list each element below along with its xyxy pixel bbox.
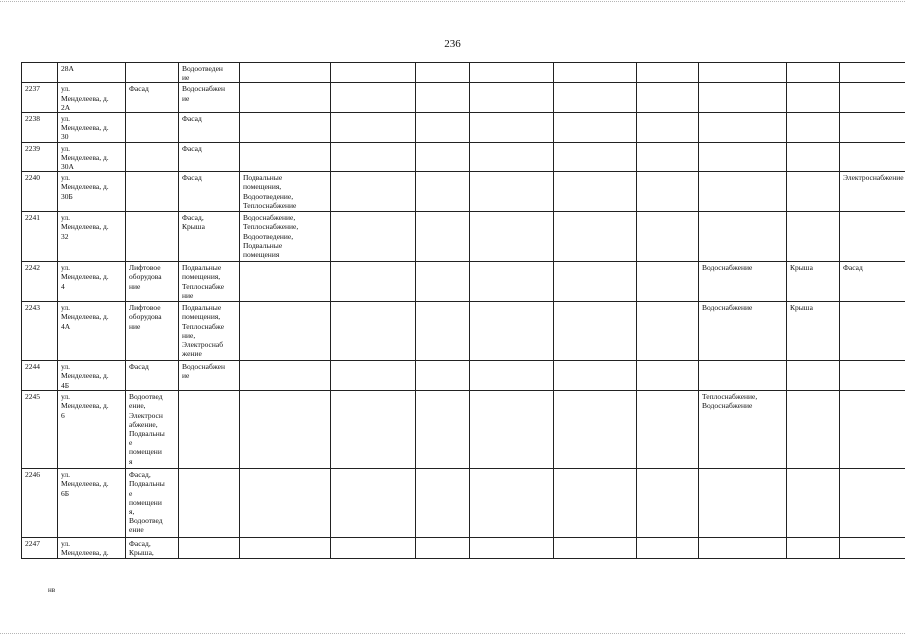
cell-work-col-12: [840, 63, 905, 83]
cell-address: [58, 142, 126, 172]
cell-row-number: [22, 262, 58, 302]
work-col-10-text: Водоснабжение: [702, 303, 753, 313]
cell-work-col-6: [416, 212, 470, 262]
work-col-12-text: Фасад: [843, 263, 863, 273]
cell-work-col-5: [331, 262, 416, 302]
work-col-10-text: Водоснабжение: [702, 263, 753, 273]
cell-address: [58, 113, 126, 143]
row-number-text: 2238: [25, 114, 40, 124]
cell-work-col-11: [787, 83, 840, 113]
cell-work-col-9: [637, 142, 699, 172]
repair-schedule-table: [21, 62, 905, 559]
table-row: [22, 391, 905, 469]
cell-row-number: [22, 538, 58, 558]
cell-work-col-12: [840, 83, 905, 113]
cell-work-col-5: [331, 212, 416, 262]
cell-work-col-6: [416, 302, 470, 361]
cell-work-col-7: [470, 142, 554, 172]
cell-work-col-9: [637, 469, 699, 538]
cell-work-col-3: [179, 391, 240, 469]
cell-work-col-12: [840, 361, 905, 391]
cell-work-col-4: [240, 538, 331, 558]
cell-work-col-6: [416, 361, 470, 391]
cell-row-number: [22, 361, 58, 391]
work-col-2-text: Фасад, Крыша,: [129, 539, 154, 558]
cell-work-col-10: [699, 142, 787, 172]
cell-work-col-8: [554, 469, 637, 538]
cell-work-col-4: [240, 142, 331, 172]
work-col-3-text: Фасад, Крыша: [182, 213, 205, 232]
cell-work-col-12: [840, 302, 905, 361]
cell-work-col-3: [179, 113, 240, 143]
work-col-4-text: Подвальные помещения, Водоотведение, Теплоснабжение: [243, 173, 297, 210]
work-col-2-text: Фасад: [129, 84, 149, 94]
address-text: ул. Менделеева, д. 4Б: [61, 362, 109, 390]
cell-work-col-10: [699, 212, 787, 262]
table-row: [22, 142, 905, 172]
cell-work-col-8: [554, 142, 637, 172]
cell-work-col-4: [240, 469, 331, 538]
cell-work-col-6: [416, 83, 470, 113]
cell-work-col-3: [179, 262, 240, 302]
cell-work-col-11: [787, 469, 840, 538]
row-number-text: 2246: [25, 470, 40, 480]
cell-work-col-6: [416, 172, 470, 212]
work-col-12-text: Электроснабжение: [843, 173, 904, 183]
cell-work-col-2: [126, 212, 179, 262]
cell-work-col-8: [554, 63, 637, 83]
cell-work-col-10: [699, 63, 787, 83]
cell-work-col-4: [240, 83, 331, 113]
cell-work-col-5: [331, 142, 416, 172]
cell-work-col-3: [179, 63, 240, 83]
cell-work-col-3: [179, 361, 240, 391]
cell-work-col-9: [637, 212, 699, 262]
cell-work-col-8: [554, 83, 637, 113]
cell-work-col-4: [240, 172, 331, 212]
cell-address: [58, 538, 126, 558]
row-number-text: 2245: [25, 392, 40, 402]
cell-work-col-3: [179, 538, 240, 558]
row-number-text: 2241: [25, 213, 40, 223]
row-number-text: 2244: [25, 362, 40, 372]
bottom-note: нв: [48, 586, 56, 594]
cell-work-col-9: [637, 302, 699, 361]
address-text: ул. Менделеева, д. 2А: [61, 84, 109, 112]
cell-address: [58, 469, 126, 538]
cell-work-col-8: [554, 262, 637, 302]
table-row: [22, 172, 905, 212]
cell-work-col-6: [416, 113, 470, 143]
work-col-11-text: Крыша: [790, 263, 813, 273]
cell-work-col-8: [554, 212, 637, 262]
cell-work-col-10: [699, 469, 787, 538]
scan-edge-bottom: [0, 633, 905, 634]
cell-work-col-9: [637, 538, 699, 558]
address-text: ул. Менделеева, д. 4А: [61, 303, 109, 331]
cell-work-col-7: [470, 538, 554, 558]
cell-row-number: [22, 469, 58, 538]
cell-work-col-7: [470, 391, 554, 469]
cell-work-col-11: [787, 538, 840, 558]
cell-work-col-7: [470, 262, 554, 302]
table-row: [22, 361, 905, 391]
address-text: ул. Менделеева, д. 32: [61, 213, 109, 241]
cell-work-col-12: [840, 262, 905, 302]
cell-work-col-11: [787, 361, 840, 391]
cell-work-col-9: [637, 83, 699, 113]
cell-work-col-5: [331, 469, 416, 538]
cell-work-col-8: [554, 113, 637, 143]
cell-work-col-12: [840, 172, 905, 212]
cell-work-col-8: [554, 538, 637, 558]
work-col-10-text: Теплоснабжение, Водоснабжение: [702, 392, 758, 411]
cell-address: [58, 302, 126, 361]
cell-work-col-5: [331, 391, 416, 469]
work-col-2-text: Лифтовое оборудова ние: [129, 263, 162, 291]
cell-work-col-2: [126, 391, 179, 469]
cell-work-col-5: [331, 361, 416, 391]
cell-work-col-6: [416, 538, 470, 558]
work-col-3-text: Фасад: [182, 143, 202, 153]
cell-address: [58, 391, 126, 469]
cell-work-col-2: [126, 538, 179, 558]
cell-address: [58, 63, 126, 83]
table-row: [22, 63, 905, 83]
row-number-text: 2243: [25, 303, 40, 313]
work-col-2-text: Фасад: [129, 362, 149, 372]
address-text: 28А: [61, 64, 74, 73]
table-row: [22, 302, 905, 361]
cell-work-col-8: [554, 302, 637, 361]
cell-work-col-3: [179, 469, 240, 538]
cell-work-col-5: [331, 172, 416, 212]
cell-work-col-3: [179, 83, 240, 113]
cell-work-col-9: [637, 172, 699, 212]
work-col-2-text: Лифтовое оборудова ние: [129, 303, 162, 331]
cell-work-col-5: [331, 63, 416, 83]
cell-work-col-2: [126, 142, 179, 172]
address-text: ул. Менделеева, д. 6: [61, 392, 109, 420]
cell-work-col-3: [179, 172, 240, 212]
cell-work-col-7: [470, 361, 554, 391]
cell-work-col-11: [787, 212, 840, 262]
cell-address: [58, 361, 126, 391]
cell-work-col-11: [787, 391, 840, 469]
work-col-3-text: Подвальные помещения, Теплоснабже ние: [182, 263, 225, 300]
cell-work-col-11: [787, 172, 840, 212]
cell-work-col-7: [470, 63, 554, 83]
cell-work-col-12: [840, 391, 905, 469]
row-number-text: 2247: [25, 539, 40, 549]
cell-work-col-11: [787, 142, 840, 172]
cell-work-col-6: [416, 262, 470, 302]
cell-row-number: [22, 63, 58, 83]
cell-work-col-9: [637, 63, 699, 83]
cell-work-col-11: [787, 63, 840, 83]
work-col-3-text: Фасад: [182, 114, 202, 124]
work-col-2-text: Фасад, Подвальны е помещени я, Водоотвед ение: [129, 470, 165, 535]
table-row: [22, 538, 905, 558]
page-number: 236: [444, 38, 461, 50]
cell-work-col-12: [840, 538, 905, 558]
work-col-3-text: Водоотведен ие: [182, 64, 223, 83]
cell-work-col-6: [416, 391, 470, 469]
work-col-3-text: Водоснабжен ие: [182, 84, 226, 103]
cell-row-number: [22, 391, 58, 469]
table-row: [22, 262, 905, 302]
cell-work-col-9: [637, 113, 699, 143]
cell-work-col-2: [126, 361, 179, 391]
cell-work-col-9: [637, 361, 699, 391]
cell-work-col-11: [787, 302, 840, 361]
cell-work-col-11: [787, 113, 840, 143]
cell-row-number: [22, 142, 58, 172]
cell-row-number: [22, 113, 58, 143]
cell-work-col-7: [470, 113, 554, 143]
cell-row-number: [22, 172, 58, 212]
cell-address: [58, 172, 126, 212]
cell-work-col-12: [840, 142, 905, 172]
cell-work-col-12: [840, 212, 905, 262]
cell-work-col-11: [787, 262, 840, 302]
cell-work-col-5: [331, 538, 416, 558]
table-row: [22, 83, 905, 113]
cell-work-col-8: [554, 391, 637, 469]
cell-work-col-12: [840, 469, 905, 538]
work-col-3-text: Водоснабжен ие: [182, 362, 226, 381]
address-text: ул. Менделеева, д. 6Б: [61, 470, 109, 498]
cell-address: [58, 83, 126, 113]
cell-work-col-7: [470, 172, 554, 212]
row-number-text: 2239: [25, 143, 40, 153]
address-text: ул. Менделеева, д.: [61, 539, 109, 558]
cell-work-col-2: [126, 113, 179, 143]
cell-work-col-9: [637, 391, 699, 469]
cell-work-col-6: [416, 142, 470, 172]
cell-work-col-3: [179, 142, 240, 172]
cell-work-col-2: [126, 63, 179, 83]
cell-address: [58, 262, 126, 302]
cell-work-col-10: [699, 538, 787, 558]
cell-work-col-7: [470, 83, 554, 113]
cell-work-col-10: [699, 113, 787, 143]
cell-work-col-3: [179, 302, 240, 361]
cell-work-col-5: [331, 113, 416, 143]
cell-work-col-10: [699, 83, 787, 113]
table-body: [22, 63, 905, 559]
cell-work-col-4: [240, 391, 331, 469]
row-number-text: 2242: [25, 263, 40, 273]
cell-work-col-10: [699, 391, 787, 469]
cell-work-col-5: [331, 83, 416, 113]
cell-work-col-5: [331, 302, 416, 361]
cell-row-number: [22, 83, 58, 113]
cell-work-col-2: [126, 469, 179, 538]
cell-work-col-7: [470, 302, 554, 361]
cell-work-col-6: [416, 469, 470, 538]
address-text: ул. Менделеева, д. 30: [61, 114, 109, 142]
table-row: [22, 113, 905, 143]
address-text: ул. Менделеева, д. 30Б: [61, 173, 109, 201]
cell-work-col-12: [840, 113, 905, 143]
cell-work-col-10: [699, 302, 787, 361]
work-col-3-text: Подвальные помещения, Теплоснабже ние, Электроснаб жение: [182, 303, 225, 359]
cell-work-col-9: [637, 262, 699, 302]
cell-work-col-2: [126, 302, 179, 361]
work-col-4-text: Водоснабжение, Теплоснабжение, Водоотведение, Подвальные помещения: [243, 213, 299, 260]
cell-work-col-4: [240, 262, 331, 302]
row-number-text: 2240: [25, 173, 40, 183]
cell-address: [58, 212, 126, 262]
work-col-2-text: Водоотвед ение, Электросн абжение, Подвальны е помещени я: [129, 392, 165, 466]
address-text: ул. Менделеева, д. 4: [61, 263, 109, 291]
cell-work-col-7: [470, 212, 554, 262]
cell-work-col-4: [240, 361, 331, 391]
table-row: [22, 212, 905, 262]
cell-work-col-10: [699, 361, 787, 391]
cell-work-col-7: [470, 469, 554, 538]
cell-row-number: [22, 302, 58, 361]
cell-work-col-10: [699, 172, 787, 212]
work-col-11-text: Крыша: [790, 303, 813, 313]
row-number-text: 2237: [25, 84, 40, 94]
cell-work-col-4: [240, 212, 331, 262]
cell-work-col-4: [240, 302, 331, 361]
cell-work-col-8: [554, 172, 637, 212]
cell-row-number: [22, 212, 58, 262]
cell-work-col-6: [416, 63, 470, 83]
cell-work-col-8: [554, 361, 637, 391]
work-col-3-text: Фасад: [182, 173, 202, 183]
cell-work-col-3: [179, 212, 240, 262]
table-row: [22, 469, 905, 538]
cell-work-col-10: [699, 262, 787, 302]
scan-edge-top: [0, 1, 905, 2]
address-text: ул. Менделеева, д. 30А: [61, 143, 109, 172]
cell-work-col-2: [126, 262, 179, 302]
cell-work-col-2: [126, 83, 179, 113]
cell-work-col-4: [240, 113, 331, 143]
cell-work-col-4: [240, 63, 331, 83]
cell-work-col-2: [126, 172, 179, 212]
